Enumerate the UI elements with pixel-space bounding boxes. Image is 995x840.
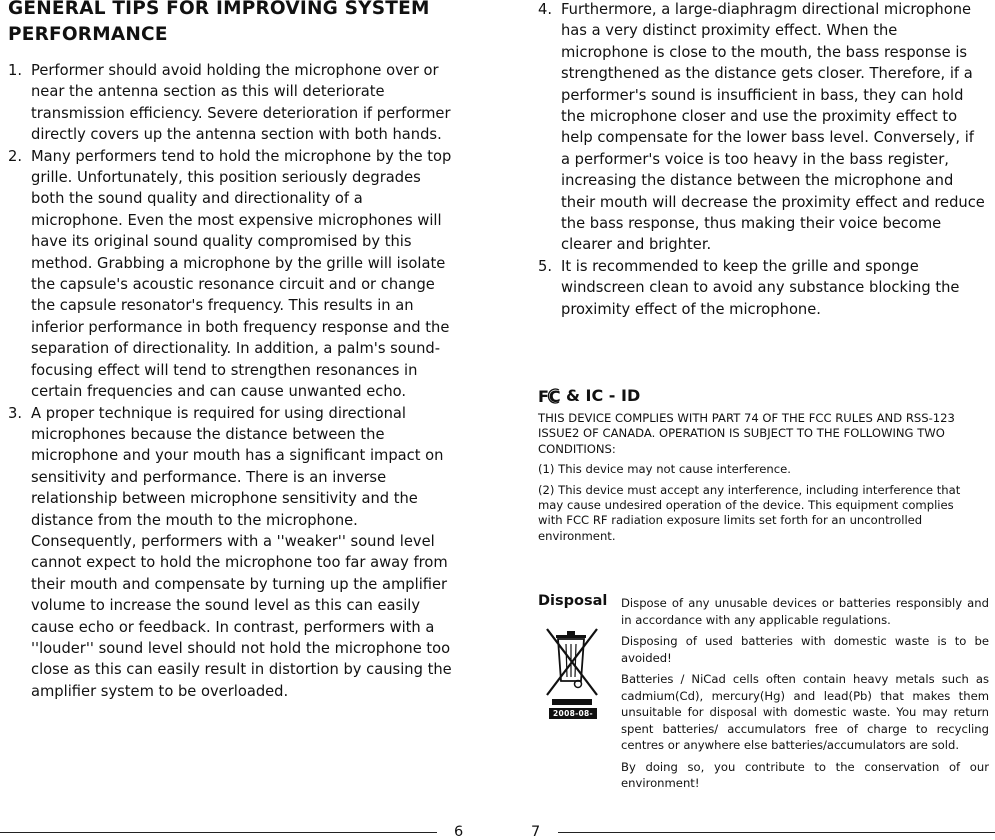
fcc-heading: [538, 385, 640, 407]
list-item-number: 5.: [538, 257, 553, 275]
disposal-text: [621, 595, 989, 797]
disposal-paragraph: Disposing of used batteries with domestic waste is to be avoided!: [621, 634, 989, 665]
crossed-bin-icon: [542, 625, 602, 729]
disposal-paragraph: By doing so, you contribute to the conservation of our environment!: [621, 759, 989, 790]
fcc-heading-text: & IC - ID: [566, 386, 641, 405]
page-number-left: 6: [454, 824, 464, 840]
disposal-paragraph: Dispose of any unusable devices or batteries responsibly and in accordance with any applicable regulations.: [621, 596, 989, 627]
disposal-label: Disposal: [538, 593, 608, 609]
list-item-text: It is recommended to keep the grille and sponge windscreen clean to avoid any substance blocking the proximity effect of the microphone.: [561, 257, 960, 318]
wheelie-bin-icon: [542, 625, 602, 707]
page-title: GENERAL TIPS FOR IMPROVING SYSTEM PERFORMANCE: [8, 0, 430, 45]
list-item: [538, 0, 986, 256]
fcc-logo-icon: [538, 387, 562, 405]
right-page: [520, 0, 995, 839]
list-item-number: 1.: [8, 62, 23, 79]
fcc-paragraph: (2) This device must accept any interference, including interference that may cause undesired operation of the device. This equipment complies with FCC RF radiation exposure limits set forth for an uncontrolled environment.: [538, 482, 961, 543]
tips-list-left: [8, 60, 458, 702]
list-item-number: 3.: [8, 404, 23, 422]
fcc-paragraph: THIS DEVICE COMPLIES WITH PART 74 OF THE FCC RULES AND RSS-123 ISSUE2 OF CANADA. OPERATION IS SUBJECT TO THE FOLLOWING TWO CONDITIONS:: [538, 411, 955, 456]
tips-list-right: [538, 0, 986, 320]
list-item: [8, 146, 458, 403]
fcc-statement: [538, 411, 978, 549]
footer-rule-left: [0, 832, 437, 833]
list-item-text: Many performers tend to hold the microphone by the top grille. Unfortunately, this position seriously degrades both the sound quality and directionality of a microphone. Even the most expensive microphones will have its original sound quality compromised by this method. Grabbing a microphone by the grille will isolate the capsule's acoustic resonance circuit and or change the capsule resonator's frequency. This results in an inferior performance in both frequency response and the separation of directionality. In addition, a palm's sound-focusing effect will tend to strengthen resonances in certain frequencies and can cause unwanted echo.: [31, 147, 452, 401]
list-item: [8, 60, 458, 146]
left-page: [0, 0, 470, 839]
list-item-text: A proper technique is required for using directional microphones because the distance between the microphone and your mouth has a significant impact on sensitivity and performance. There is an inverse relationship between microphone sensitivity and the distance from the mouth to the microphone. Consequently, performers with a ''weaker'' sound level cannot expect to hold the microphone too far away from their mouth and compensate by turning up the amplifier volume to increase the sound level as this can easily cause echo or feedback. In contrast, performers with a ''louder'' sound level should not hold the microphone too close as this can easily result in distortion by causing the amplifier system to be overloaded.: [31, 404, 452, 700]
fcc-paragraph: (1) This device may not cause interference.: [538, 462, 791, 477]
list-item-text: Furthermore, a large-diaphragm directional microphone has a very distinct proximity effect. When the microphone is close to the mouth, the bass response is strengthened as the distance gets closer. Therefore, if a performer's sound is insufficient in bass, they can hold the microphone closer and use the proximity effect to help compensate for the lower bass level. Conversely, if a performer's voice is too heavy in the bass register, increasing the distance between the microphone and their mouth will decrease the proximity effect and reduce the bass response, thus making their voice become clearer and brighter.: [561, 1, 985, 254]
bin-date-badge: 2008-08-13: [549, 708, 597, 719]
list-item: [538, 256, 986, 320]
disposal-paragraph: Batteries / NiCad cells often contain heavy metals such as cadmium(Cd), mercury(Hg) and lead(Pb) that makes them unsuitable for disposal with domestic waste. You may return spent batteries/ accumulators free of charge to recycling centres or anywhere else batteries/accumulators are sold.: [621, 672, 989, 752]
list-item: [8, 403, 458, 703]
fcc-logo-text: FC: [538, 387, 561, 405]
list-item-text: Performer should avoid holding the microphone over or near the antenna section as this will deteriorate transmission efficiency. Severe deterioration if performer directly covers up the antenna section with both hands.: [31, 62, 451, 144]
list-item-number: 2.: [8, 147, 23, 165]
list-item-number: 4.: [538, 1, 553, 18]
page-number-right: 7: [531, 824, 541, 840]
footer-rule-right: [558, 832, 995, 833]
